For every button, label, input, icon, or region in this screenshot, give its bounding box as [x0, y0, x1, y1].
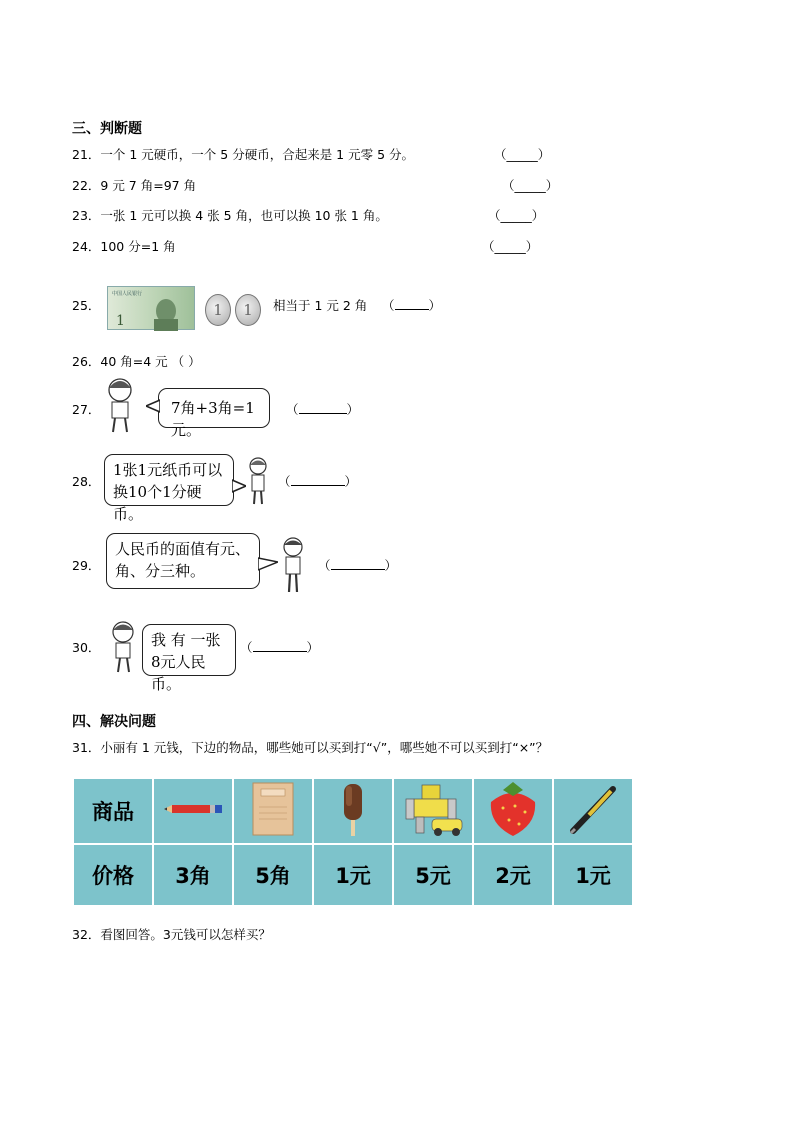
- bubble-30-line1: 我 有 一张: [151, 631, 221, 649]
- boy-figure-icon: [100, 376, 142, 434]
- pen-icon: [565, 781, 621, 837]
- question-29-number: 29．: [72, 558, 101, 573]
- paren-open: （: [382, 298, 395, 313]
- question-26: 26．40 角=4 元 （ ）: [72, 354, 201, 369]
- pencil-icon: [162, 799, 224, 819]
- goods-cell-toy: [393, 778, 473, 844]
- bubble-29-line1: 人民币的面值有元、: [115, 540, 251, 558]
- answer-blank-21[interactable]: （_____）: [494, 147, 551, 162]
- question-25-text: 相当于 1 元 2 角: [273, 298, 368, 313]
- question-31: 31．小丽有 1 元钱，下边的物品，哪些她可以买到打“√”，哪些她不可以买到打“×”？: [72, 740, 549, 755]
- answer-blank-27[interactable]: （ ）: [286, 402, 360, 417]
- section-3-title: 三、判断题: [72, 121, 142, 137]
- banknote-text: 中国人民银行: [112, 291, 143, 297]
- answer-blank-25[interactable]: [382, 296, 441, 314]
- bubble-tail-27: [146, 398, 160, 414]
- question-21: 21．一个 1 元硬币，一个 5 分硬币，合起来是 1 元零 5 分。: [72, 147, 415, 162]
- boy-talking-figure-icon: [106, 620, 140, 674]
- price-notebook: 5角: [233, 844, 313, 906]
- svg-text:1: 1: [116, 313, 125, 329]
- goods-cell-pen: [553, 778, 633, 844]
- question-24: 24．100 分=1 角: [72, 239, 176, 254]
- question-32: 32．看图回答。3元钱可以怎样买？: [72, 927, 271, 942]
- notebook-icon: [251, 781, 295, 837]
- answer-blank-30[interactable]: （ ）: [240, 640, 320, 655]
- bubble-29-line2: 角、分三种。: [115, 562, 206, 580]
- answer-blank-23[interactable]: （_____）: [488, 208, 545, 223]
- answer-blank-22[interactable]: （_____）: [502, 178, 559, 193]
- bubble-30-line2: 8元人民币。: [151, 653, 206, 693]
- goods-row: [73, 778, 633, 844]
- boy-standing-figure-icon: [278, 536, 308, 594]
- blank-line: [395, 297, 429, 310]
- coin-2: 1: [235, 294, 261, 326]
- price-toy: 5元: [393, 844, 473, 906]
- question-27-number: 27．: [72, 402, 101, 417]
- answer-blank-29[interactable]: （ ）: [318, 558, 398, 573]
- question-22: 22．9 元 7 角=97 角: [72, 178, 197, 193]
- one-yuan-banknote-image: [107, 286, 195, 330]
- price-pencil: 3角: [153, 844, 233, 906]
- speech-bubble-29: [106, 533, 260, 589]
- price-popsicle: 1元: [313, 844, 393, 906]
- goods-price-table: [72, 777, 634, 907]
- question-23: 23．一张 1 元可以换 4 张 5 角，也可以换 10 张 1 角。: [72, 208, 388, 223]
- speech-bubble-30: [142, 624, 236, 693]
- toy-robot-icon: [402, 781, 464, 837]
- goods-cell-notebook: [233, 778, 313, 844]
- portrait-icon: [108, 287, 196, 331]
- price-row: [73, 844, 633, 906]
- goods-header: 商品: [73, 778, 153, 844]
- goods-cell-pencil: [153, 778, 233, 844]
- girl-figure-icon: [244, 456, 272, 506]
- question-30-number: 30．: [72, 640, 101, 655]
- bubble-tail-29: [258, 556, 278, 574]
- price-header: 价格: [73, 844, 153, 906]
- strawberry-icon: [483, 780, 543, 838]
- speech-bubble-27: 7角+3角=1元。: [158, 388, 270, 428]
- popsicle-icon: [338, 780, 368, 838]
- price-strawberry: 2元: [473, 844, 553, 906]
- coin-1: 1: [205, 294, 231, 326]
- section-4-title: 四、解决问题: [72, 714, 156, 730]
- question-28-number: 28．: [72, 474, 101, 489]
- bubble-28-line2: 换10个1分硬币。: [113, 483, 202, 523]
- answer-blank-28[interactable]: （ ）: [278, 474, 358, 489]
- question-25-number: 25．: [72, 298, 101, 313]
- price-pen: 1元: [553, 844, 633, 906]
- speech-bubble-28: [104, 454, 234, 523]
- goods-cell-popsicle: [313, 778, 393, 844]
- bubble-28-line1: 1张1元纸币可以: [113, 461, 223, 479]
- goods-cell-strawberry: [473, 778, 553, 844]
- paren-close: ）: [428, 298, 442, 313]
- answer-blank-24[interactable]: （_____）: [482, 239, 539, 254]
